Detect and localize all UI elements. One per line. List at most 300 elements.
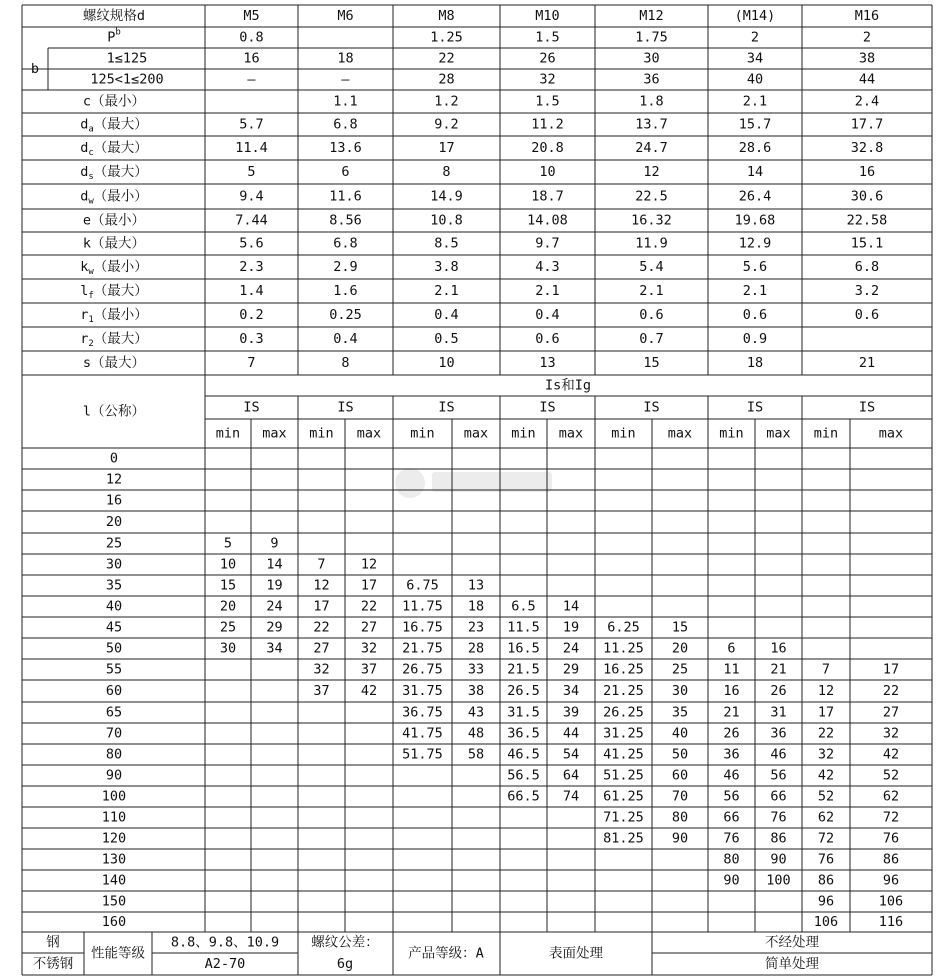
- spec-value: 3.8: [434, 259, 459, 275]
- length-max: 80: [671, 809, 689, 826]
- material-stainless: 不锈钢: [32, 956, 74, 972]
- length-value: 160: [101, 914, 127, 930]
- length-min: 6: [727, 640, 736, 657]
- length-max: 9: [270, 535, 279, 552]
- spec-value: 0.25: [329, 307, 362, 323]
- length-value: 35: [105, 577, 123, 594]
- length-max: 54: [562, 746, 580, 763]
- length-max: 25: [671, 661, 689, 678]
- spec-value: 0.7: [639, 331, 664, 347]
- spec-value: 2.1: [639, 283, 664, 299]
- length-min: 16.75: [402, 619, 443, 636]
- spec-value: 7.44: [235, 212, 268, 229]
- max-header: max: [262, 425, 287, 442]
- spec-value: 2.4: [854, 93, 880, 110]
- spec-value: 44: [858, 71, 876, 88]
- length-max: 44: [562, 725, 580, 742]
- length-max: 66: [770, 788, 787, 805]
- spec-value: 8.56: [329, 212, 362, 229]
- length-min: 32: [313, 661, 330, 678]
- length-max: 90: [671, 830, 689, 847]
- length-min: 12: [817, 683, 835, 699]
- spec-value: 0.6: [535, 331, 560, 347]
- length-max: 116: [878, 914, 904, 930]
- spec-value: 6: [341, 164, 350, 180]
- length-min: 16.25: [603, 661, 644, 678]
- length-max: 24: [266, 598, 283, 615]
- length-max: 46: [770, 746, 787, 763]
- min-header: min: [511, 425, 536, 442]
- length-max: 36: [770, 725, 787, 742]
- spec-value: 26.4: [738, 188, 772, 205]
- length-min: 36: [723, 746, 740, 763]
- length-min: 66.5: [507, 788, 540, 805]
- length-max: 70: [671, 788, 689, 805]
- spec-label: $d_s$（最大）: [80, 164, 148, 182]
- spec-value: 22: [438, 50, 455, 67]
- length-max: 58: [467, 746, 485, 763]
- length-value: 25: [105, 535, 123, 552]
- performance-steel: 8.8、9.8、10.9: [170, 934, 280, 951]
- length-min: 12: [313, 577, 330, 594]
- length-max: 38: [467, 683, 485, 699]
- length-min: 56: [723, 788, 740, 805]
- b-label: b: [30, 61, 40, 77]
- min-header: min: [719, 425, 744, 442]
- length-min: 26: [723, 725, 740, 742]
- length-max: 32: [360, 640, 378, 657]
- length-min: 31.75: [402, 683, 443, 699]
- min-header: min: [410, 425, 435, 442]
- length-max: 60: [671, 767, 689, 784]
- length-min: 80: [723, 851, 740, 868]
- length-value: 40: [105, 598, 123, 615]
- length-min: 11: [723, 661, 740, 678]
- spec-value: 1.2: [434, 93, 459, 110]
- surface-steel: 不经处理: [765, 934, 819, 951]
- spec-value: 15.1: [850, 235, 884, 252]
- length-value: 65: [105, 704, 123, 721]
- length-min: 26.5: [507, 683, 540, 699]
- spec-value: 5.4: [639, 259, 664, 275]
- min-header: min: [215, 425, 241, 442]
- length-max: 20: [671, 640, 689, 657]
- spec-value: 18: [337, 50, 354, 67]
- length-min: 11.25: [603, 640, 644, 657]
- length-max: 22: [360, 598, 378, 615]
- length-max: 31: [770, 704, 787, 721]
- spec-value: 5.6: [239, 235, 264, 252]
- spec-label: s（最大）: [82, 355, 146, 371]
- length-max: 52: [882, 767, 900, 784]
- length-min: 17: [817, 704, 835, 721]
- length-max: 76: [770, 809, 787, 826]
- spec-value: 8: [341, 355, 350, 371]
- spec-value: 2.1: [434, 283, 459, 299]
- max-header: max: [356, 425, 382, 442]
- spec-value: 4.3: [535, 259, 560, 275]
- spec-value: 28.6: [738, 140, 772, 156]
- length-min: 106: [813, 914, 839, 930]
- length-value: 60: [105, 683, 123, 699]
- length-max: 39: [562, 704, 580, 721]
- spec-value: 0.3: [239, 331, 264, 347]
- spec-value: 0.4: [535, 307, 560, 323]
- spec-value: 30.6: [850, 188, 884, 205]
- spec-value: —: [341, 71, 350, 88]
- spec-value: 0.4: [434, 307, 459, 323]
- spec-value: 17: [438, 140, 455, 156]
- length-min: 7: [821, 661, 831, 678]
- length-max: 27: [360, 619, 378, 636]
- spec-label: $d_c$（最大）: [80, 140, 148, 158]
- length-max: 12: [360, 556, 378, 573]
- length-max: 50: [671, 746, 689, 763]
- length-max: 48: [467, 725, 485, 742]
- length-max: 56: [770, 767, 787, 784]
- length-value: 130: [101, 851, 127, 868]
- spec-value: 6.8: [333, 116, 358, 133]
- is-header: IS: [243, 399, 260, 416]
- length-value: 12: [105, 471, 123, 488]
- spec-value: 1.4: [239, 283, 264, 299]
- length-group-header: Is和Ig: [544, 377, 592, 394]
- length-max: 34: [266, 640, 283, 657]
- size-header: M5: [243, 8, 260, 24]
- size-header: M8: [438, 8, 455, 24]
- length-min: 36.75: [402, 704, 443, 721]
- length-min: 7: [317, 556, 326, 573]
- length-value: 55: [105, 661, 123, 678]
- spec-value: 16: [858, 164, 876, 180]
- length-min: 66: [723, 809, 740, 826]
- spec-label: $l_f$（最大）: [80, 283, 148, 301]
- length-max: 40: [671, 725, 689, 742]
- spec-value: 0.9: [742, 331, 768, 347]
- length-min: 21: [723, 704, 740, 721]
- performance-stainless: A2-70: [204, 956, 246, 972]
- spec-label: 125<1≤200: [90, 71, 164, 88]
- length-min: 6.75: [406, 577, 439, 594]
- length-max: 17: [360, 577, 378, 594]
- spec-value: 11.4: [235, 140, 268, 156]
- spec-value: 14.08: [527, 212, 568, 229]
- spec-value: 20.8: [531, 140, 564, 156]
- length-max: 30: [671, 683, 689, 699]
- length-min: 61.25: [603, 788, 644, 805]
- length-max: 19: [562, 619, 580, 636]
- spec-value: 3.2: [854, 283, 880, 299]
- spec-value: 13.7: [635, 116, 668, 133]
- length-min: 31.25: [603, 725, 644, 742]
- length-min: 96: [817, 893, 835, 910]
- spec-value: 6.8: [854, 259, 880, 275]
- length-max: 16: [770, 640, 787, 657]
- length-max: 106: [878, 893, 904, 910]
- spec-value: 8.5: [434, 235, 459, 252]
- length-min: 41.75: [402, 725, 443, 742]
- size-header: M10: [535, 8, 560, 24]
- length-min: 27: [313, 640, 330, 657]
- length-min: 20: [219, 598, 237, 615]
- length-min: 36.5: [507, 725, 540, 742]
- length-value: 140: [101, 872, 127, 889]
- table-grid: [22, 5, 932, 975]
- length-max: 74: [562, 788, 580, 805]
- length-max: 27: [882, 704, 900, 721]
- spec-value: 5.6: [742, 259, 768, 275]
- max-header: max: [667, 425, 693, 442]
- length-max: 13: [467, 577, 485, 594]
- length-max: 14: [562, 598, 580, 615]
- spec-label: $r_1$（最小）: [80, 307, 148, 325]
- length-max: 14: [266, 556, 283, 573]
- length-min: 21.25: [603, 683, 644, 699]
- length-max: 29: [266, 619, 283, 636]
- length-min: 51.25: [603, 767, 644, 784]
- length-max: 18: [467, 598, 485, 615]
- spec-value: —: [247, 71, 256, 88]
- length-max: 72: [882, 809, 900, 826]
- length-min: 22: [313, 619, 330, 636]
- spec-value: 11.6: [329, 188, 362, 205]
- spec-value: 1.6: [333, 283, 358, 299]
- length-min: 17: [313, 598, 330, 615]
- spec-value: 21: [858, 355, 876, 371]
- size-header-label: 螺纹规格d: [82, 8, 146, 24]
- length-max: 23: [467, 619, 485, 636]
- length-max: 15: [671, 619, 689, 636]
- length-label: l（公称）: [82, 403, 146, 420]
- length-value: 16: [105, 492, 123, 509]
- length-max: 34: [562, 683, 580, 699]
- spec-value: 0.6: [742, 307, 768, 323]
- spec-value: 14: [746, 164, 764, 180]
- length-min: 6.25: [607, 619, 640, 636]
- performance-label: 性能等级: [91, 945, 145, 962]
- length-max: 17: [882, 661, 900, 678]
- spec-value: 13.6: [329, 140, 362, 156]
- spec-value: 1.8: [639, 93, 664, 110]
- length-min: 5: [223, 535, 233, 552]
- length-min: 37: [313, 683, 330, 699]
- length-value: 110: [101, 809, 127, 826]
- length-value: 150: [101, 893, 127, 910]
- spec-label: c（最小）: [82, 93, 146, 110]
- spec-value: 15.7: [738, 116, 772, 133]
- spec-label: k（最大）: [82, 235, 146, 252]
- spec-value: 34: [746, 50, 764, 67]
- spec-value: 17.7: [850, 116, 884, 133]
- length-min: 11.5: [507, 619, 540, 636]
- spec-value: 0.6: [854, 307, 880, 323]
- length-min: 26.25: [603, 704, 644, 721]
- length-max: 42: [882, 746, 900, 763]
- length-min: 21.75: [402, 640, 443, 657]
- spec-value: 28: [438, 71, 455, 88]
- is-header: IS: [438, 399, 455, 416]
- length-value: 30: [105, 556, 123, 573]
- size-header: M6: [337, 8, 354, 24]
- length-min: 32: [817, 746, 835, 763]
- length-min: 25: [219, 619, 237, 636]
- spec-value: 30: [643, 50, 660, 67]
- length-min: 72: [817, 830, 835, 847]
- length-max: 37: [360, 661, 378, 678]
- spec-value: 32.8: [850, 140, 884, 156]
- spec-label: $d_a$（最大）: [80, 116, 148, 135]
- spec-value: 0.6: [639, 307, 664, 323]
- spec-value: 12: [643, 164, 660, 180]
- length-min: 21.5: [507, 661, 540, 678]
- spec-value: 2: [862, 29, 872, 46]
- length-value: 100: [101, 788, 127, 805]
- spec-value: 2.3: [239, 259, 264, 275]
- spec-value: 6.8: [333, 235, 358, 252]
- length-max: 35: [671, 704, 689, 721]
- length-min: 90: [723, 872, 740, 889]
- length-min: 30: [219, 640, 237, 657]
- length-max: 33: [467, 661, 485, 678]
- size-header: M12: [639, 8, 664, 24]
- length-max: 22: [882, 683, 900, 699]
- spec-value: 11.2: [531, 116, 564, 133]
- length-max: 43: [467, 704, 485, 721]
- spec-label: $r_2$（最大）: [80, 331, 148, 349]
- max-header: max: [463, 425, 489, 442]
- length-min: 76: [817, 851, 835, 868]
- length-max: 28: [467, 640, 485, 657]
- spec-value: 8: [442, 164, 451, 180]
- spec-label: $P^b$: [107, 27, 121, 46]
- max-header: max: [558, 425, 584, 442]
- max-header: max: [878, 425, 904, 442]
- min-header: min: [813, 425, 839, 442]
- spec-value: 5: [247, 164, 256, 180]
- spec-value: 0.8: [239, 29, 264, 46]
- spec-value: 15: [643, 355, 660, 371]
- length-value: 45: [105, 619, 123, 636]
- length-max: 19: [266, 577, 283, 594]
- spec-value: 10: [438, 355, 455, 371]
- length-max: 26: [770, 683, 787, 699]
- spec-value: 22.58: [846, 212, 888, 229]
- length-max: 24: [562, 640, 580, 657]
- length-min: 41.25: [603, 746, 644, 763]
- length-min: 26.75: [402, 661, 443, 678]
- length-max: 21: [770, 661, 787, 678]
- length-value: 70: [105, 725, 123, 742]
- length-min: 22: [817, 725, 835, 742]
- material-steel: 钢: [46, 934, 60, 951]
- spec-label: 1≤125: [106, 50, 148, 67]
- spec-value: 10: [539, 164, 556, 180]
- is-header: IS: [643, 399, 660, 416]
- spec-value: 2: [750, 29, 760, 46]
- watermark-logo: [395, 468, 552, 498]
- length-min: 81.25: [603, 830, 644, 847]
- spec-value: 2.1: [742, 93, 768, 110]
- min-header: min: [611, 425, 636, 442]
- spec-value: 13: [539, 355, 556, 371]
- length-max: 76: [882, 830, 900, 847]
- spec-value: 0.2: [239, 307, 264, 323]
- spec-value: 2.1: [742, 283, 768, 299]
- spec-value: 18: [746, 355, 764, 371]
- is-header: IS: [858, 399, 876, 416]
- spec-value: 1.5: [535, 93, 560, 110]
- length-max: 29: [562, 661, 580, 678]
- spec-value: 26: [539, 50, 556, 67]
- length-min: 86: [817, 872, 835, 889]
- length-value: 20: [105, 514, 123, 530]
- spec-label: e（最小）: [82, 212, 146, 229]
- surface-label: 表面处理: [549, 945, 603, 962]
- tolerance-value: 6g: [336, 956, 354, 972]
- surface-stainless: 简单处理: [765, 956, 819, 972]
- spec-value: 19.68: [734, 212, 776, 229]
- length-max: 32: [882, 725, 900, 742]
- length-min: 71.25: [603, 809, 644, 826]
- length-max: 42: [360, 683, 378, 699]
- spec-value: 0.4: [333, 331, 358, 347]
- length-min: 76: [723, 830, 740, 847]
- length-min: 11.75: [402, 598, 443, 615]
- spec-value: 38: [858, 50, 876, 67]
- length-max: 100: [766, 872, 791, 889]
- length-value: 80: [105, 746, 123, 763]
- spec-label: $k_w$（最小）: [80, 259, 148, 277]
- length-min: 16: [723, 683, 740, 699]
- length-min: 46: [723, 767, 740, 784]
- spec-value: 14.9: [430, 188, 463, 205]
- spec-label: $d_w$（最小）: [80, 188, 148, 207]
- spec-value: 18.7: [531, 188, 564, 205]
- spec-value: 1.25: [430, 29, 463, 46]
- length-min: 62: [817, 809, 835, 826]
- spec-value: 32: [539, 71, 556, 88]
- length-min: 42: [817, 767, 835, 784]
- length-value: 90: [105, 767, 123, 784]
- spec-value: 1.1: [333, 93, 358, 110]
- spec-value: 0.5: [434, 331, 459, 347]
- length-min: 6.5: [511, 598, 536, 615]
- product-grade: 产品等级：A: [408, 945, 484, 962]
- length-value: 120: [101, 830, 127, 847]
- length-min: 46.5: [507, 746, 540, 763]
- length-max: 62: [882, 788, 900, 805]
- spec-value: 10.8: [430, 212, 463, 229]
- spec-value: 1.75: [635, 29, 668, 46]
- spec-value: 1.5: [535, 29, 560, 46]
- spec-value: 2.1: [535, 283, 560, 299]
- spec-value: 9.7: [535, 235, 560, 252]
- spec-value: 16.32: [631, 212, 672, 229]
- spec-value: 11.9: [635, 235, 668, 252]
- spec-value: 7: [247, 355, 256, 371]
- length-min: 10: [219, 556, 237, 573]
- length-max: 90: [770, 851, 787, 868]
- spec-value: 24.7: [635, 140, 668, 156]
- length-value: 50: [105, 640, 123, 657]
- spec-value: 36: [643, 71, 660, 88]
- tolerance-label: 螺纹公差：: [311, 934, 379, 951]
- spec-value: 9.2: [434, 116, 459, 133]
- length-max: 96: [882, 872, 900, 889]
- spec-value: 2.9: [333, 259, 358, 275]
- min-header: min: [309, 425, 334, 442]
- length-max: 64: [562, 767, 580, 784]
